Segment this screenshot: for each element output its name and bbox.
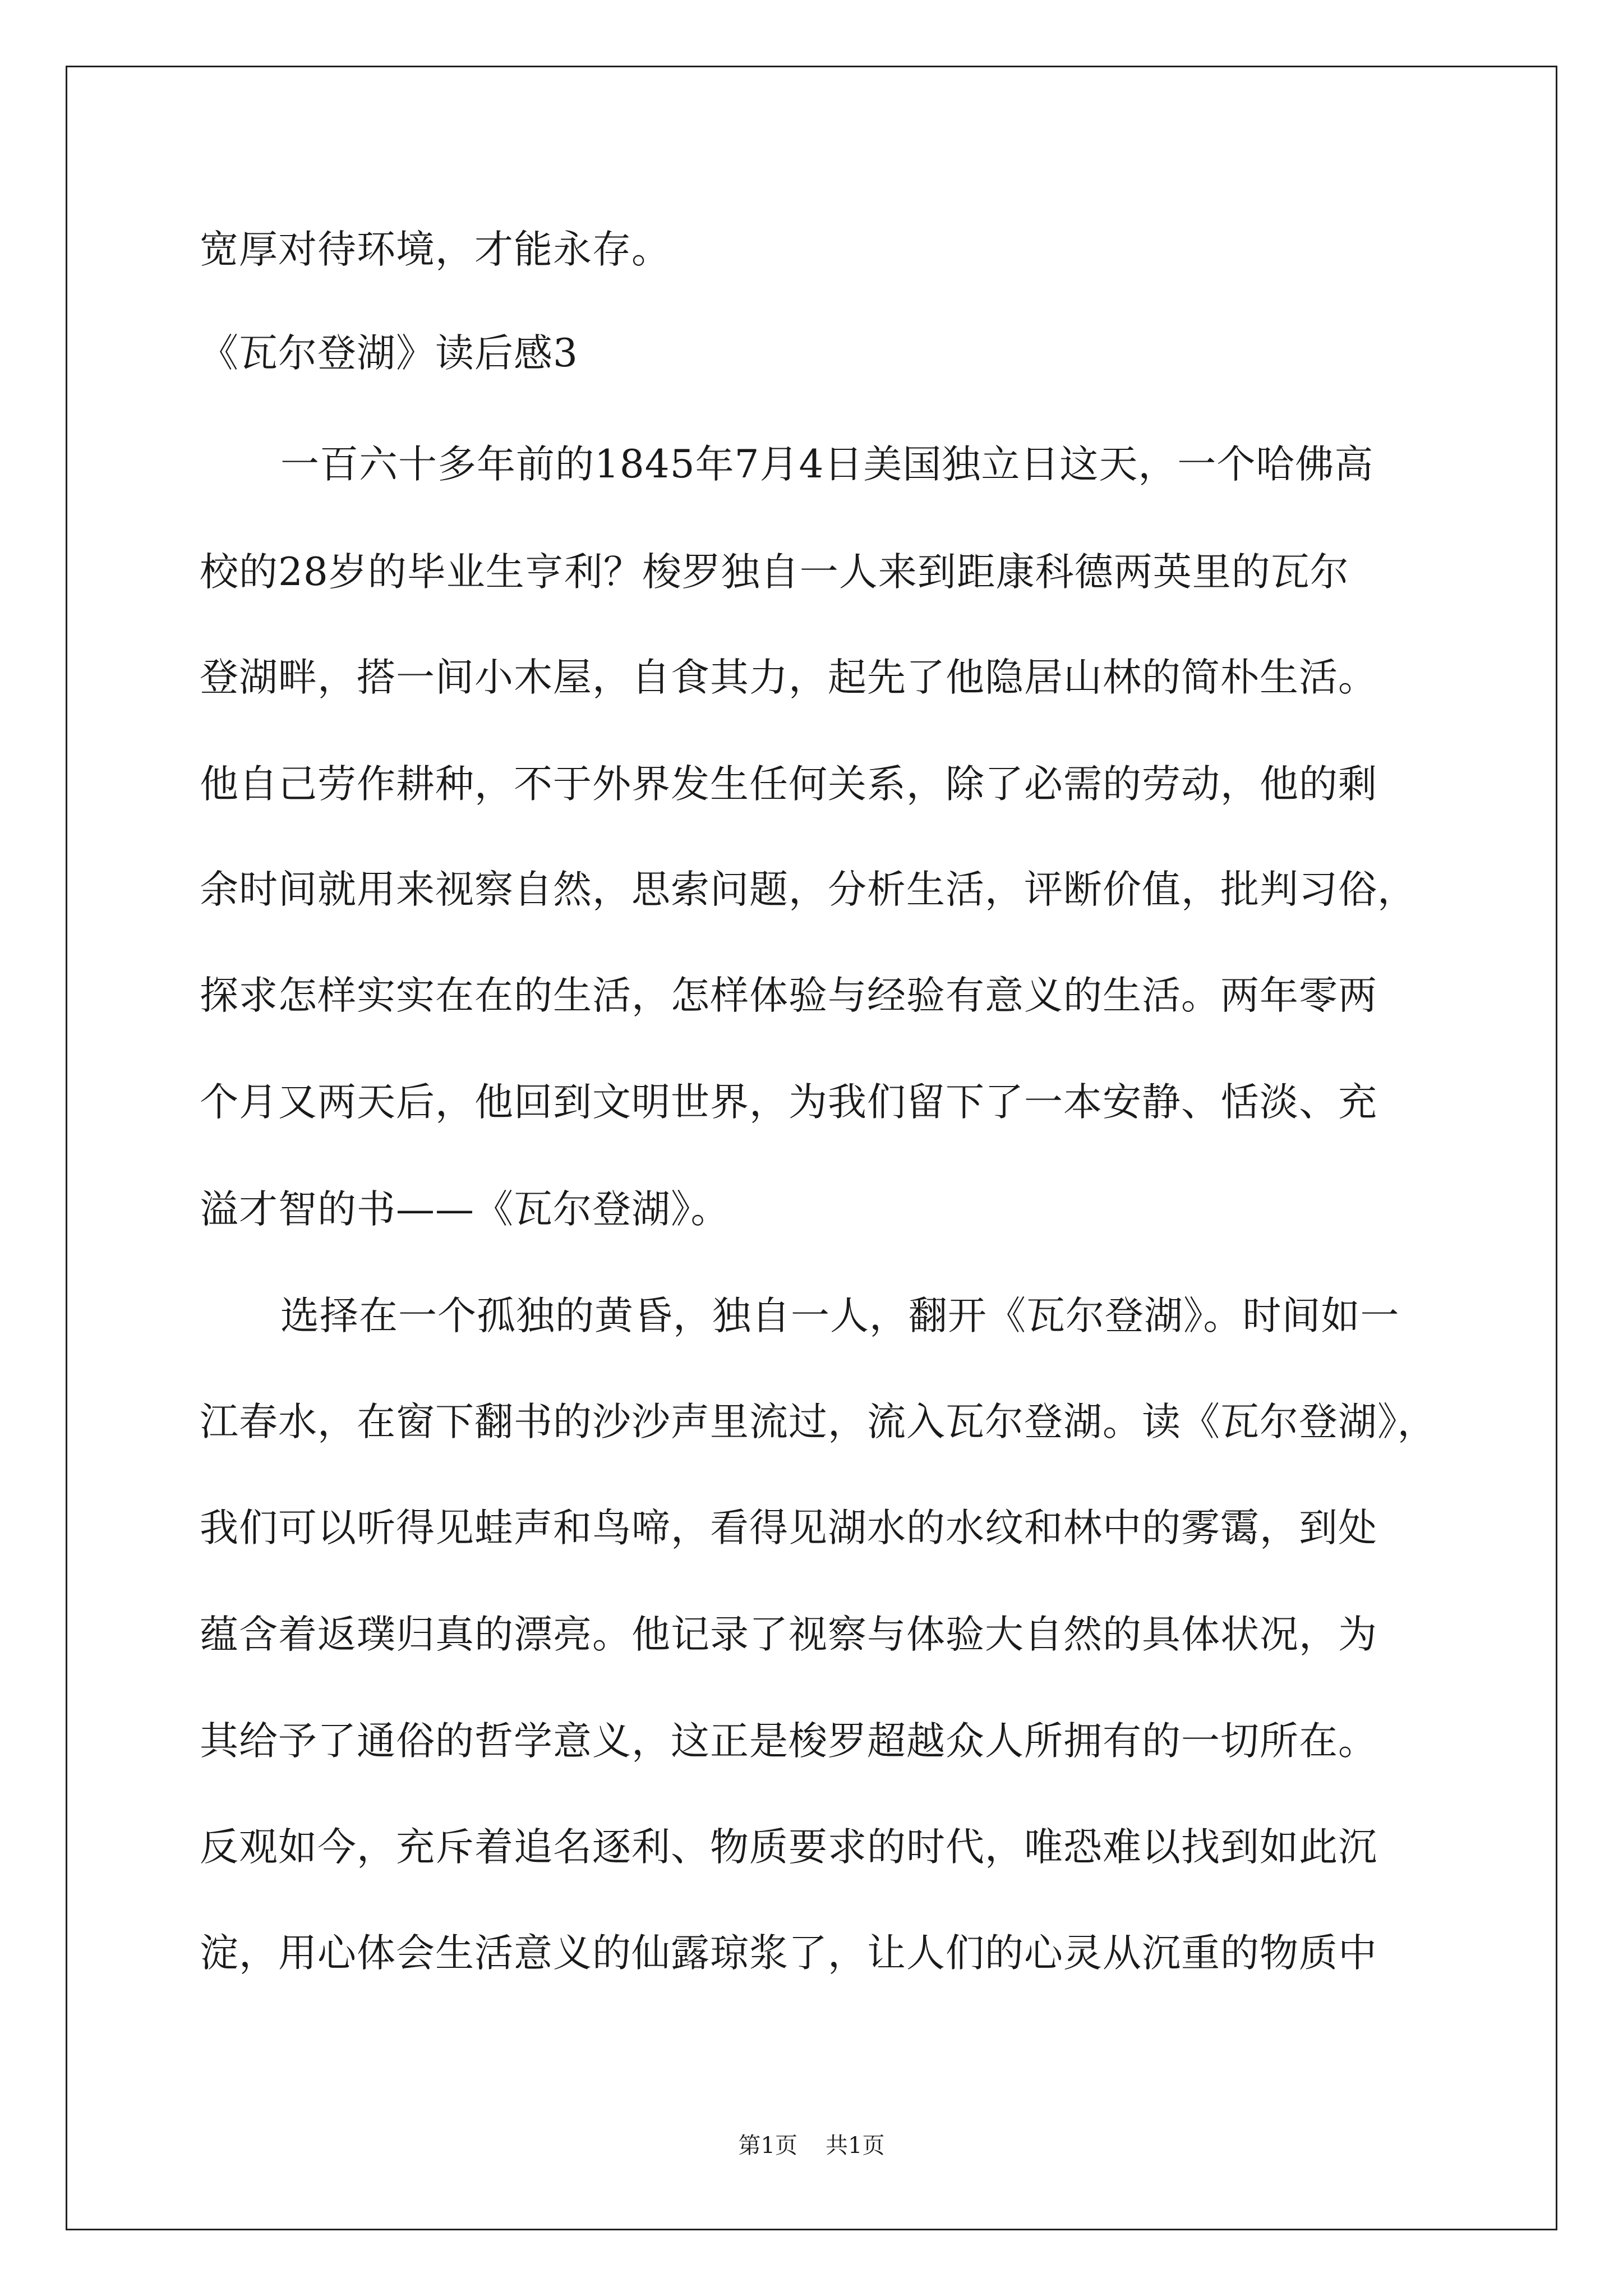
text-line: 余时间就用来视察自然，思索问题，分析生活，评断价值，批判习俗， [200, 867, 1417, 912]
text-line: 宽厚对待环境，才能永存。 [200, 227, 671, 272]
text-line: 登湖畔，搭一间小木屋，自食其力，起先了他隐居山林的简朴生活。 [200, 655, 1377, 700]
text-line: 我们可以听得见蛙声和鸟啼，看得见湖水的水纹和林中的雾霭，到处 [200, 1506, 1377, 1550]
total-pages: 共1页 [826, 2133, 885, 2159]
text-line: 其给予了通俗的哲学意义，这正是梭罗超越众人所拥有的一切所在。 [200, 1719, 1377, 1764]
text-line: 选择在一个孤独的黄昏，独自一人，翻开《瓦尔登湖》。时间如一 [280, 1294, 1400, 1338]
page-footer [0, 2132, 1623, 2160]
text-line: 探求怎样实实在在的生活，怎样体验与经验有意义的生活。两年零两 [200, 973, 1377, 1018]
section-heading: 《瓦尔登湖》读后感3 [200, 331, 578, 376]
text-line: 淀，用心体会生活意义的仙露琼浆了，让人们的心灵从沉重的物质中 [200, 1931, 1377, 1976]
text-line: 蕴含着返璞归真的漂亮。他记录了视察与体验大自然的具体状况，为 [200, 1612, 1377, 1657]
text-line: 江春水，在窗下翻书的沙沙声里流过，流入瓦尔登湖。读《瓦尔登湖》， [200, 1400, 1437, 1444]
page-border [66, 66, 1557, 2230]
page-number: 第1页 [738, 2133, 797, 2159]
text-line: 一百六十多年前的1845年7月4日美国独立日这天，一个哈佛高 [280, 442, 1374, 487]
text-line: 溢才智的书——《瓦尔登湖》。 [200, 1187, 730, 1232]
text-line: 他自己劳作耕种，不于外界发生任何关系，除了必需的劳动，他的剩 [200, 762, 1377, 807]
text-line: 反观如今，充斥着追名逐利、物质要求的时代，唯恐难以找到如此沉 [200, 1825, 1377, 1870]
text-line: 校的28岁的毕业生亨利？梭罗独自一人来到距康科德两英里的瓦尔 [200, 550, 1349, 595]
text-line: 个月又两天后，他回到文明世界，为我们留下了一本安静、恬淡、充 [200, 1080, 1377, 1125]
